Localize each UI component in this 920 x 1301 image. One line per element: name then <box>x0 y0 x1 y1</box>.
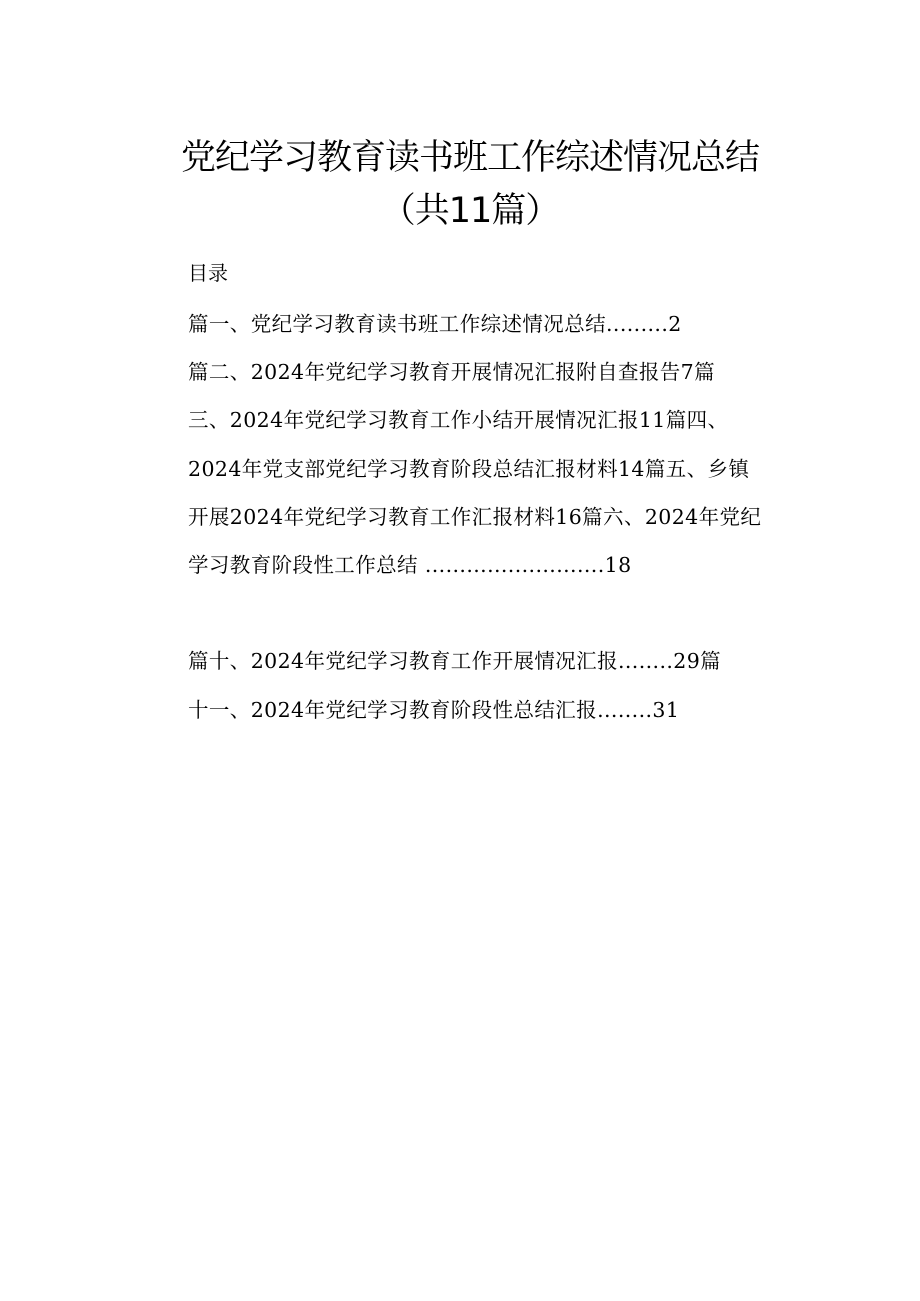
toc-line: 开展2024年党纪学习教育工作汇报材料16篇六、2024年党纪 <box>188 505 762 529</box>
toc-line: 篇二、2024年党纪学习教育开展情况汇报附自查报告7篇 <box>188 360 716 384</box>
toc-line: 学习教育阶段性工作总结 ..........................18 <box>188 553 632 577</box>
document-title: 党纪学习教育读书班工作综述情况总结（共11篇） <box>180 138 759 231</box>
toc-line: 十一、2024年党纪学习教育阶段性总结汇报........31 <box>188 698 680 722</box>
toc-line: 篇十、2024年党纪学习教育工作开展情况汇报........29篇 <box>188 649 722 673</box>
toc-heading: 目录 <box>188 261 228 285</box>
toc-line: 2024年党支部党纪学习教育阶段总结汇报材料14篇五、乡镇 <box>188 457 750 481</box>
toc-line: 三、2024年党纪学习教育工作小结开展情况汇报11篇四、 <box>188 408 729 432</box>
toc-line: 篇一、党纪学习教育读书班工作综述情况总结.........2 <box>188 312 682 336</box>
